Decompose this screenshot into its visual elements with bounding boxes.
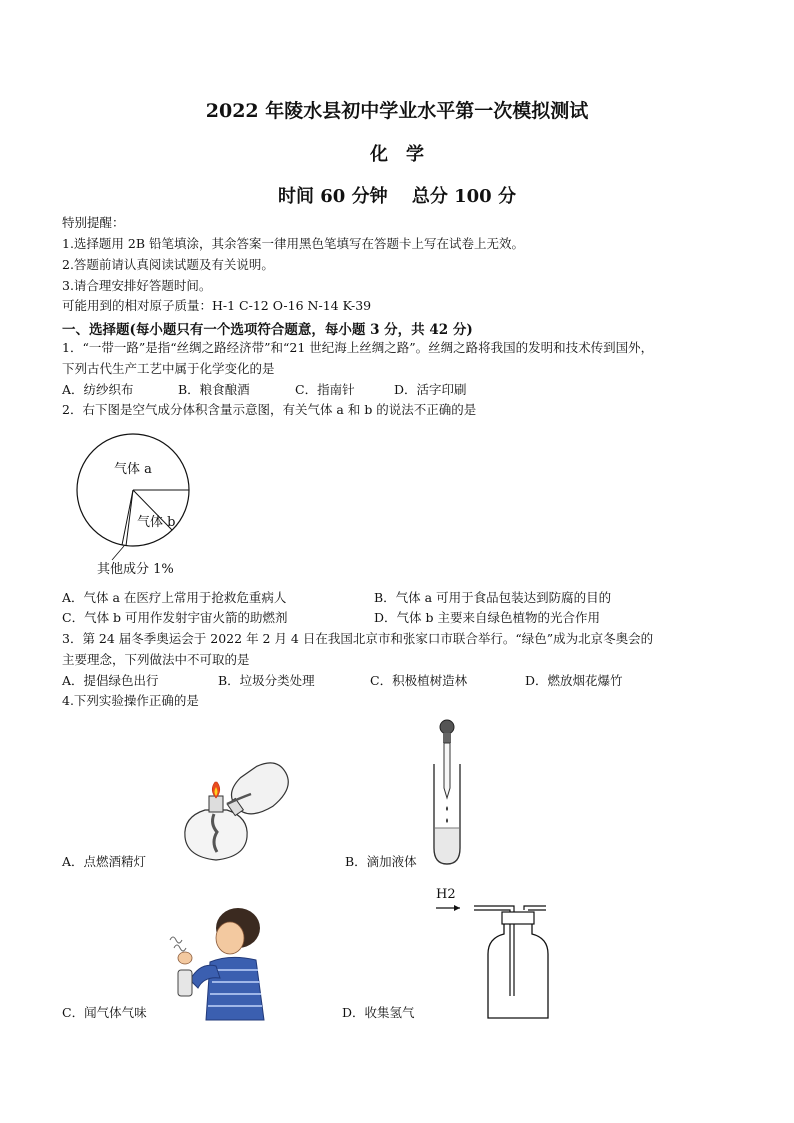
q3-stem-line1: 3．第 24 届冬季奥运会于 2022 年 2 月 4 日在我国北京市和张家口市联合举行。“绿色”成为北京冬奥会的 [62, 631, 654, 646]
bottle [178, 970, 192, 996]
note-item-1: 1.选择题用 2B 铅笔填涂，其余答案一律用黑色笔填写在答题卡上写在试卷上无效。 [62, 236, 525, 251]
pie-label-a: 气体 a [114, 462, 152, 477]
q4-stem: 4.下列实验操作正确的是 [62, 693, 199, 708]
q2-option-d: D．气体 b 主要来自绿色植物的光合作用 [374, 610, 600, 625]
q4-option-d: D．收集氢气 [342, 1005, 415, 1020]
q4-option-a: A．点燃酒精灯 [62, 854, 147, 869]
q4-option-c: C．闻气体气味 [62, 1005, 147, 1020]
q1-option-d: D．活字印刷 [394, 382, 467, 397]
q1-option-a: A．纺纱织布 [62, 382, 134, 397]
q2-option-c: C．气体 b 可用作发射宇宙火箭的助燃剂 [62, 610, 288, 625]
subject-title: 化 学 [370, 144, 424, 165]
notes-heading: 特别提醒： [62, 215, 125, 230]
q2-option-b: B．气体 a 可用于食品包装达到防腐的目的 [374, 590, 612, 605]
q1-option-b: B．粮食酿酒 [178, 382, 250, 397]
q1-option-c: C．指南针 [295, 382, 355, 397]
smelling-gas-illustration [160, 900, 270, 1020]
face [216, 922, 244, 954]
gas-bottle [488, 924, 548, 1018]
atomic-masses: 可能用到的相对原子质量：H-1 C-12 O-16 N-14 K-39 [62, 298, 372, 313]
pie-label-other: 其他成分 1% [97, 562, 174, 577]
pie-leader-line [112, 546, 124, 560]
q1-stem-line1: 1．“一带一路”是指“丝绸之路经济带”和“21 世纪海上丝绸之路”。丝绸之路将我国的发明和技术传到国外， [62, 340, 654, 355]
q3-option-a: A．提倡绿色出行 [62, 673, 159, 688]
q3-option-c: C．积极植树造林 [370, 673, 468, 688]
q3-stem-line2: 主要理念，下列做法中不可取的是 [62, 652, 250, 667]
q2-option-a: A．气体 a 在医疗上常用于抢救危重病人 [62, 590, 287, 605]
q1-stem-line2: 下列古代生产工艺中属于化学变化的是 [62, 361, 275, 376]
lighting-alcohol-lamp-illustration [165, 752, 365, 872]
pie-label-b: 气体 b [137, 515, 176, 530]
q2-stem: 2．右下图是空气成分体积含量示意图，有关气体 a 和 b 的说法不正确的是 [62, 402, 477, 417]
stopper [502, 912, 534, 924]
section-1-heading: 一、选择题(每小题只有一个选项符合题意，每小题 3 分，共 42 分) [62, 322, 473, 338]
q4-option-b: B．滴加液体 [345, 854, 417, 869]
note-item-3: 3.请合理安排好答题时间。 [62, 278, 212, 293]
collecting-hydrogen-illustration [430, 880, 560, 1020]
time-score-line: 时间 60 分钟 总分 100 分 [278, 186, 516, 207]
q3-option-d: D．燃放烟花爆竹 [525, 673, 623, 688]
exam-title: 2022 年陵水县初中学业水平第一次模拟测试 [205, 100, 589, 122]
h2-label: H2 [436, 887, 456, 902]
dropping-liquid-illustration [420, 718, 500, 868]
note-item-2: 2.答题前请认真阅读试题及有关说明。 [62, 257, 274, 272]
q3-option-b: B．垃圾分类处理 [218, 673, 315, 688]
